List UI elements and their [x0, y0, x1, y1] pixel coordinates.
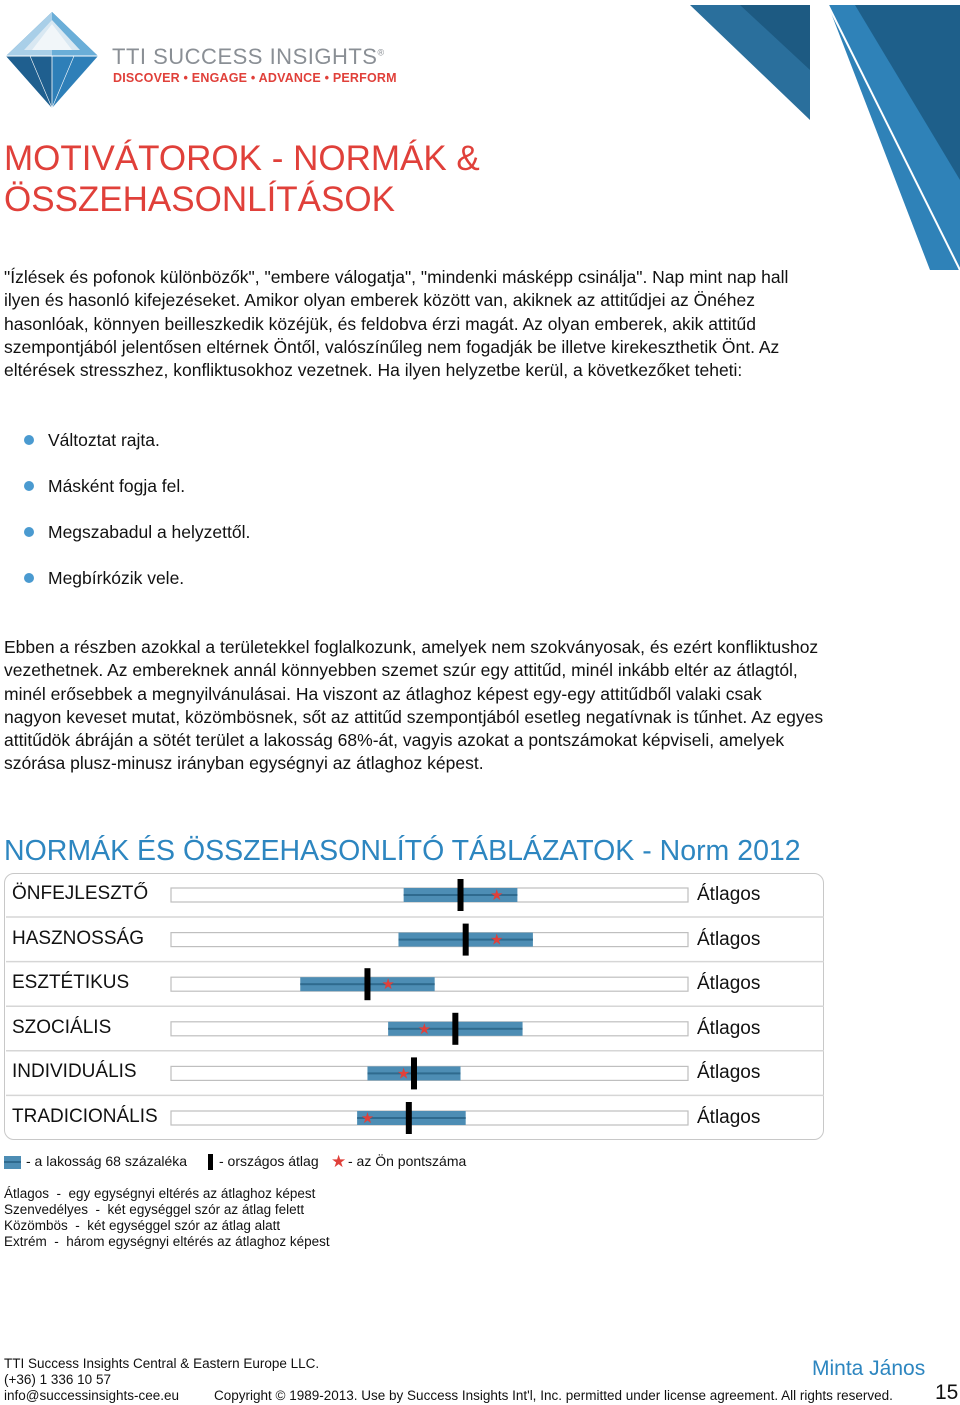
star-icon: ★ [331, 1152, 347, 1171]
legend-band-swatch [4, 1156, 21, 1169]
national-average-marker [463, 924, 469, 956]
footer-company: TTI Success Insights Central & Eastern Europe LLC. [4, 1356, 320, 1371]
list-item: Másként fogja fel. [24, 474, 250, 520]
motivator-label: INDIVIDUÁLIS [12, 1061, 137, 1083]
motivator-level: Átlagos [697, 884, 761, 905]
score-star-icon: ★ [396, 1064, 411, 1083]
score-star-icon: ★ [489, 930, 504, 949]
intro-paragraph: "Ízlések és pofonok különbözők", "embere válogatja", "mindenki másképp csinálja". Nap mint nap hall ilyen és hasonló kifejezéseket. Amikor olyan emberek között van, akiknek az attitűdjei az Önéhez hasonlóak, könnyen beilleszkedik közéjük, és feldobva érzi magát. Az olyan emberek, akik attitűd szempontjából jelentősen eltérnek Öntől, valószínűleg nem fogadják be illetve kirekeszthetik Önt. Az eltérések stresszhez, konfliktusokhoz vezetnek. Ha ilyen helyzetbe kerül, a következőket teheti: [4, 267, 789, 381]
person-name: Minta János [812, 1357, 926, 1380]
score-star-icon: ★ [360, 1109, 375, 1127]
motivator-level: Átlagos [697, 973, 761, 995]
page-number: 15 [935, 1381, 959, 1404]
score-star-icon: ★ [417, 1019, 432, 1038]
legend-avg-label: - országos átlag [219, 1153, 319, 1169]
motivator-label: ÖNFEJLESZTŐ [12, 883, 149, 904]
score-star-icon: ★ [489, 886, 504, 904]
motivator-label: SZOCIÁLIS [12, 1016, 112, 1038]
list-item: Megbírkózik vele. [24, 566, 250, 612]
list-item: Változtat rajta. [24, 428, 250, 474]
legend-avg-marker [208, 1154, 213, 1170]
explanation-paragraph: Ebben a részben azokkal a területekkel foglalkozunk, amelyek nem szokványosak, és ezért konfliktushoz vezethetnek. Az embereknek annál könnyebben szemet szúr egy attitűd, minél inkább eltér az átlagtól, minél erősebbek a megnyilvánulásai. Ha viszont az átlaghoz képest egy-egy attitűdből valaki csak nagyon keveset mutat, közömbösnek, sőt az attitűd szempontjából esetleg negatívnak is tűnhet. Az egyes attitűdök ábráján a sötét terület a lakosság 68%-át, vagyis azokat a pontszámokat képviseli, amelyek szórása plusz-minusz irányban egységnyi az átlaghoz képest. [4, 637, 824, 774]
legend-score-label: - az Ön pontszáma [348, 1153, 467, 1169]
national-average-marker [452, 1013, 458, 1045]
motivator-label: TRADICIONÁLIS [12, 1106, 158, 1127]
motivator-level: Átlagos [697, 1107, 761, 1128]
national-average-marker [406, 1102, 412, 1134]
motivator-label: HASZNOSSÁG [12, 927, 144, 949]
footer-copyright: Copyright © 1989-2013. Use by Success Insights Int'l, Inc. permitted under license agreement. All rights reserved. [214, 1388, 893, 1403]
score-star-icon: ★ [381, 975, 395, 994]
motivator-level: Átlagos [697, 1062, 761, 1084]
motivator-level: Átlagos [697, 928, 761, 950]
page-title: MOTIVÁTOROK - NORMÁK & ÖSSZEHASONLÍTÁSOK [4, 139, 480, 219]
legend-band-label: - a lakosság 68 százaléka [26, 1153, 188, 1169]
brand-tagline: DISCOVER • ENGAGE • ADVANCE • PERFORM [113, 71, 397, 85]
national-average-marker [411, 1057, 417, 1089]
section-title: NORMÁK ÉS ÖSSZEHASONLÍTÓ TÁBLÁZATOK - Norm 2012 [4, 835, 801, 867]
level-definitions: Átlagos - egy egységnyi eltérés az átlaghoz képest Szenvedélyes - két egységgel szór az átlag felett Közömbös - két egységgel szór az átlag alatt Extrém - három egységnyi eltérés az átlaghoz képest [4, 1186, 330, 1249]
brand-name: TTI SUCCESS INSIGHTS® [112, 44, 385, 69]
national-average-marker [364, 968, 370, 1000]
footer-email[interactable]: info@successinsights-cee.eu [4, 1388, 180, 1403]
motivator-level: Átlagos [697, 1017, 761, 1039]
list-item: Megszabadul a helyzettől. [24, 520, 250, 566]
motivator-label: ESZTÉTIKUS [12, 972, 130, 994]
footer-phone: (+36) 1 336 10 57 [4, 1372, 111, 1387]
national-average-marker [458, 879, 464, 911]
